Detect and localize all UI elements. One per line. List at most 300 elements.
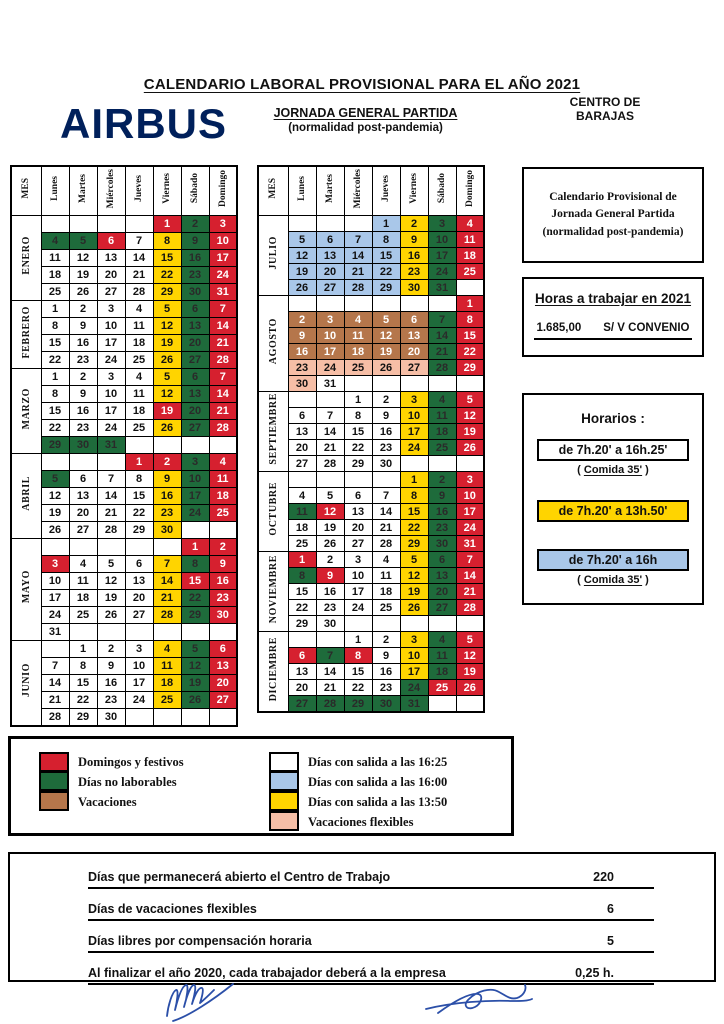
legend-swatch xyxy=(39,771,69,791)
day-cell: 1 xyxy=(125,454,153,471)
empty-cell xyxy=(456,616,484,632)
day-cell: 12 xyxy=(456,408,484,424)
month-name: SEPTIEMBRE xyxy=(267,393,279,465)
day-cell: 20 xyxy=(344,520,372,536)
schedule-item xyxy=(524,500,702,522)
day-cell: 1 xyxy=(344,392,372,408)
day-cell: 16 xyxy=(97,675,125,692)
day-cell: 9 xyxy=(69,386,97,403)
day-cell: 27 xyxy=(125,607,153,624)
day-cell: 26 xyxy=(288,280,316,296)
schedule-lunch-note: ( Comida 35' ) xyxy=(577,574,649,586)
day-cell: 20 xyxy=(316,264,344,280)
day-cell: 16 xyxy=(428,504,456,520)
day-cell: 16 xyxy=(316,584,344,600)
day-cell: 8 xyxy=(181,556,209,573)
day-cell: 22 xyxy=(181,590,209,607)
day-cell: 26 xyxy=(456,440,484,456)
day-cell: 25 xyxy=(456,264,484,280)
day-cell: 5 xyxy=(316,488,344,504)
day-cell: 5 xyxy=(153,301,181,318)
day-cell: 31 xyxy=(316,376,344,392)
horarios-box xyxy=(522,393,704,605)
day-cell: 18 xyxy=(125,335,153,352)
day-cell: 19 xyxy=(456,424,484,440)
empty-cell xyxy=(209,709,237,727)
month-label xyxy=(11,216,41,301)
empty-cell xyxy=(97,539,125,556)
calendar-first-half xyxy=(10,165,238,727)
day-cell: 23 xyxy=(181,267,209,284)
day-cell: 23 xyxy=(209,590,237,607)
day-cell: 7 xyxy=(428,312,456,328)
legend-label: Domingos y festivos xyxy=(78,754,184,769)
calendar-week-row xyxy=(11,233,237,250)
empty-cell xyxy=(288,296,316,312)
day-cell: 19 xyxy=(316,520,344,536)
day-header-label: Miércoles xyxy=(106,168,116,209)
month-label xyxy=(258,296,288,392)
day-cell: 24 xyxy=(41,607,69,624)
day-cell: 2 xyxy=(153,454,181,471)
subtitle-block xyxy=(258,106,473,134)
day-cell: 1 xyxy=(456,296,484,312)
calendar-week-row xyxy=(258,696,484,713)
day-cell: 28 xyxy=(456,600,484,616)
day-cell: 11 xyxy=(428,408,456,424)
day-cell: 19 xyxy=(97,590,125,607)
day-cell: 16 xyxy=(372,424,400,440)
empty-cell xyxy=(428,296,456,312)
day-cell: 6 xyxy=(69,471,97,488)
day-cell: 2 xyxy=(288,312,316,328)
day-cell: 15 xyxy=(288,584,316,600)
day-cell: 30 xyxy=(372,696,400,713)
calendar-week-row xyxy=(11,267,237,284)
day-cell: 6 xyxy=(181,369,209,386)
calendar-week-row xyxy=(258,552,484,568)
day-cell: 28 xyxy=(153,607,181,624)
day-cell: 14 xyxy=(209,318,237,335)
day-cell: 10 xyxy=(456,488,484,504)
day-cell: 29 xyxy=(288,616,316,632)
calendar-week-row xyxy=(258,232,484,248)
day-cell: 13 xyxy=(344,504,372,520)
calendar-week-row xyxy=(258,280,484,296)
legend-swatch xyxy=(39,791,69,811)
day-cell: 14 xyxy=(316,424,344,440)
empty-cell xyxy=(41,216,69,233)
empty-cell xyxy=(209,522,237,539)
day-cell: 31 xyxy=(456,536,484,552)
day-cell: 15 xyxy=(153,250,181,267)
summary-box xyxy=(8,852,716,982)
day-cell: 17 xyxy=(125,675,153,692)
empty-cell xyxy=(428,616,456,632)
empty-cell xyxy=(400,296,428,312)
day-cell: 25 xyxy=(344,360,372,376)
day-cell: 18 xyxy=(428,424,456,440)
day-cell: 14 xyxy=(456,568,484,584)
day-cell: 20 xyxy=(288,440,316,456)
day-cell: 31 xyxy=(428,280,456,296)
day-cell: 26 xyxy=(69,284,97,301)
day-cell: 6 xyxy=(400,312,428,328)
month-label xyxy=(11,369,41,454)
day-cell: 13 xyxy=(400,328,428,344)
month-label xyxy=(258,216,288,296)
day-cell: 31 xyxy=(97,437,125,454)
day-cell: 6 xyxy=(316,232,344,248)
day-cell: 7 xyxy=(153,556,181,573)
empty-cell xyxy=(316,216,344,232)
day-cell: 8 xyxy=(125,471,153,488)
day-cell: 4 xyxy=(344,312,372,328)
month-label xyxy=(258,392,288,472)
day-cell: 17 xyxy=(456,504,484,520)
legend-item xyxy=(39,772,184,792)
day-cell: 13 xyxy=(316,248,344,264)
calendar-week-row xyxy=(11,454,237,471)
day-cell: 13 xyxy=(97,250,125,267)
day-cell: 3 xyxy=(316,312,344,328)
airbus-logo: AIRBUS xyxy=(60,100,228,147)
calendar-week-row xyxy=(11,641,237,658)
day-cell: 14 xyxy=(344,248,372,264)
day-header-label: Lunes xyxy=(50,176,60,201)
day-cell: 22 xyxy=(456,344,484,360)
day-cell: 11 xyxy=(344,328,372,344)
day-header xyxy=(344,166,372,216)
day-cell: 9 xyxy=(372,408,400,424)
day-header-label: Sábado xyxy=(437,173,447,204)
day-cell: 27 xyxy=(400,360,428,376)
empty-cell xyxy=(344,616,372,632)
day-cell: 2 xyxy=(400,216,428,232)
day-cell: 10 xyxy=(400,648,428,664)
day-cell: 16 xyxy=(69,335,97,352)
day-cell: 29 xyxy=(125,522,153,539)
calendar-week-row xyxy=(11,573,237,590)
month-label xyxy=(11,641,41,727)
day-cell: 5 xyxy=(41,471,69,488)
legend-item xyxy=(39,792,184,812)
day-header xyxy=(316,166,344,216)
day-cell: 3 xyxy=(344,552,372,568)
day-cell: 15 xyxy=(41,335,69,352)
empty-cell xyxy=(125,437,153,454)
day-cell: 28 xyxy=(209,352,237,369)
day-cell: 2 xyxy=(69,369,97,386)
day-cell: 14 xyxy=(153,573,181,590)
day-cell: 26 xyxy=(41,522,69,539)
day-cell: 18 xyxy=(344,344,372,360)
day-cell: 28 xyxy=(316,696,344,713)
day-cell: 21 xyxy=(41,692,69,709)
day-cell: 13 xyxy=(181,386,209,403)
day-cell: 25 xyxy=(41,284,69,301)
day-cell: 17 xyxy=(428,248,456,264)
day-cell: 24 xyxy=(400,440,428,456)
day-cell: 21 xyxy=(316,440,344,456)
day-cell: 19 xyxy=(153,403,181,420)
day-cell: 7 xyxy=(209,369,237,386)
day-cell: 8 xyxy=(344,648,372,664)
day-cell: 30 xyxy=(288,376,316,392)
calendar-table xyxy=(257,165,485,713)
legend-group-day-types xyxy=(39,752,184,812)
month-label xyxy=(11,301,41,369)
empty-cell xyxy=(125,539,153,556)
day-cell: 1 xyxy=(372,216,400,232)
day-cell: 24 xyxy=(125,692,153,709)
calendar-week-row xyxy=(258,456,484,472)
empty-cell xyxy=(288,392,316,408)
day-cell: 23 xyxy=(372,680,400,696)
day-cell: 17 xyxy=(209,250,237,267)
month-name: OCTUBRE xyxy=(267,482,279,536)
day-cell: 30 xyxy=(372,456,400,472)
day-cell: 2 xyxy=(372,632,400,648)
day-cell: 12 xyxy=(456,648,484,664)
day-cell: 1 xyxy=(288,552,316,568)
day-cell: 15 xyxy=(372,248,400,264)
calendar-week-row xyxy=(11,709,237,727)
month-label xyxy=(11,454,41,539)
day-cell: 7 xyxy=(316,648,344,664)
day-cell: 21 xyxy=(428,344,456,360)
day-cell: 27 xyxy=(344,536,372,552)
month-name: MAYO xyxy=(20,570,32,604)
calendar-header-row xyxy=(11,166,237,216)
day-header xyxy=(209,166,237,216)
calendar-week-row xyxy=(258,568,484,584)
day-cell: 10 xyxy=(428,232,456,248)
day-cell: 16 xyxy=(153,488,181,505)
month-label xyxy=(258,472,288,552)
calendar-week-row xyxy=(258,296,484,312)
month-name: DICIEMBRE xyxy=(267,636,279,702)
day-cell: 14 xyxy=(125,250,153,267)
day-cell: 3 xyxy=(97,369,125,386)
day-cell: 23 xyxy=(69,352,97,369)
empty-cell xyxy=(400,376,428,392)
legend-item xyxy=(269,772,447,792)
day-cell: 17 xyxy=(181,488,209,505)
day-cell: 9 xyxy=(316,568,344,584)
day-cell: 7 xyxy=(125,233,153,250)
day-header xyxy=(125,166,153,216)
schedule-time-box: de 7h.20' a 13h.50' xyxy=(537,500,689,522)
day-cell: 6 xyxy=(288,648,316,664)
day-cell: 28 xyxy=(41,709,69,727)
calendar-week-row xyxy=(11,403,237,420)
day-cell: 12 xyxy=(69,250,97,267)
day-cell: 15 xyxy=(344,664,372,680)
day-cell: 9 xyxy=(209,556,237,573)
calendar-week-row xyxy=(258,344,484,360)
legend-label: Días con salida a las 16:25 xyxy=(308,754,448,769)
empty-cell xyxy=(316,392,344,408)
day-cell: 11 xyxy=(209,471,237,488)
day-cell: 20 xyxy=(181,403,209,420)
legend-label: Días con salida a las 16:00 xyxy=(308,774,448,789)
day-cell: 7 xyxy=(456,552,484,568)
day-cell: 29 xyxy=(456,360,484,376)
legend-box xyxy=(8,736,514,836)
day-cell: 1 xyxy=(153,216,181,233)
calendar-week-row xyxy=(258,680,484,696)
day-cell: 7 xyxy=(344,232,372,248)
day-cell: 23 xyxy=(69,420,97,437)
calendar-week-row xyxy=(11,522,237,539)
calendar-week-row xyxy=(11,420,237,437)
day-header xyxy=(97,166,125,216)
day-cell: 10 xyxy=(316,328,344,344)
calendar-week-row xyxy=(258,360,484,376)
empty-cell xyxy=(288,216,316,232)
day-header xyxy=(288,166,316,216)
day-cell: 4 xyxy=(209,454,237,471)
day-cell: 19 xyxy=(69,267,97,284)
empty-cell xyxy=(400,456,428,472)
day-cell: 11 xyxy=(372,568,400,584)
center-name: CENTRO DE BARAJAS xyxy=(569,95,641,123)
day-cell: 12 xyxy=(181,658,209,675)
day-cell: 11 xyxy=(428,648,456,664)
day-cell: 21 xyxy=(153,590,181,607)
day-header-label: Sábado xyxy=(190,173,200,204)
day-cell: 21 xyxy=(97,505,125,522)
empty-cell xyxy=(372,296,400,312)
day-cell: 26 xyxy=(372,360,400,376)
day-cell: 6 xyxy=(209,641,237,658)
day-cell: 4 xyxy=(41,233,69,250)
day-cell: 10 xyxy=(181,471,209,488)
day-cell: 19 xyxy=(41,505,69,522)
day-cell: 1 xyxy=(400,472,428,488)
summary-value: 0,25 h. xyxy=(575,966,614,980)
empty-cell xyxy=(344,376,372,392)
calendar-week-row xyxy=(11,658,237,675)
day-cell: 13 xyxy=(288,664,316,680)
month-name: ABRIL xyxy=(20,476,32,511)
month-name: MARZO xyxy=(20,387,32,430)
day-cell: 23 xyxy=(428,520,456,536)
day-cell: 4 xyxy=(428,632,456,648)
legend-label: Días no laborables xyxy=(78,774,177,789)
summary-row xyxy=(88,902,654,921)
day-cell: 11 xyxy=(69,573,97,590)
empty-cell xyxy=(69,539,97,556)
day-cell: 12 xyxy=(400,568,428,584)
day-cell: 26 xyxy=(97,607,125,624)
empty-cell xyxy=(456,280,484,296)
day-cell: 29 xyxy=(181,607,209,624)
day-cell: 25 xyxy=(69,607,97,624)
calendar-week-row xyxy=(11,488,237,505)
empty-cell xyxy=(372,616,400,632)
summary-row xyxy=(88,934,654,953)
day-cell: 23 xyxy=(97,692,125,709)
day-cell: 29 xyxy=(41,437,69,454)
day-cell: 5 xyxy=(400,552,428,568)
day-cell: 3 xyxy=(181,454,209,471)
calendar-week-row xyxy=(11,624,237,641)
day-cell: 21 xyxy=(316,680,344,696)
day-cell: 21 xyxy=(344,264,372,280)
day-cell: 9 xyxy=(372,648,400,664)
day-cell: 18 xyxy=(125,403,153,420)
day-cell: 4 xyxy=(456,216,484,232)
day-cell: 15 xyxy=(181,573,209,590)
day-cell: 8 xyxy=(456,312,484,328)
calendar-week-row xyxy=(11,250,237,267)
legend-item xyxy=(39,752,184,772)
day-cell: 4 xyxy=(125,301,153,318)
day-cell: 18 xyxy=(69,590,97,607)
mes-header xyxy=(258,166,288,216)
day-cell: 7 xyxy=(97,471,125,488)
day-cell: 21 xyxy=(456,584,484,600)
day-cell: 25 xyxy=(428,680,456,696)
day-cell: 22 xyxy=(153,267,181,284)
calendar-week-row xyxy=(11,301,237,318)
summary-value: 220 xyxy=(593,870,614,884)
day-cell: 13 xyxy=(428,568,456,584)
day-header xyxy=(181,166,209,216)
empty-cell xyxy=(181,522,209,539)
day-cell: 4 xyxy=(372,552,400,568)
month-label xyxy=(258,632,288,713)
day-cell: 24 xyxy=(97,420,125,437)
legend-item xyxy=(269,752,447,772)
day-cell: 17 xyxy=(400,664,428,680)
calendar-week-row xyxy=(11,352,237,369)
calendar-week-row xyxy=(258,648,484,664)
day-cell: 27 xyxy=(181,352,209,369)
hours-suffix: S/ V CONVENIO xyxy=(603,322,690,334)
day-cell: 6 xyxy=(288,408,316,424)
empty-cell xyxy=(125,709,153,727)
day-cell: 10 xyxy=(41,573,69,590)
day-cell: 12 xyxy=(288,248,316,264)
day-cell: 24 xyxy=(428,264,456,280)
calendar-week-row xyxy=(258,600,484,616)
day-cell: 16 xyxy=(288,344,316,360)
day-cell: 18 xyxy=(209,488,237,505)
day-cell: 26 xyxy=(153,352,181,369)
day-cell: 14 xyxy=(41,675,69,692)
day-cell: 10 xyxy=(97,318,125,335)
day-cell: 30 xyxy=(97,709,125,727)
empty-cell xyxy=(69,624,97,641)
calendar-week-row xyxy=(258,440,484,456)
day-cell: 17 xyxy=(400,424,428,440)
day-cell: 22 xyxy=(41,352,69,369)
empty-cell xyxy=(97,216,125,233)
day-cell: 22 xyxy=(372,264,400,280)
calendar-week-row xyxy=(258,376,484,392)
day-cell: 18 xyxy=(456,248,484,264)
day-cell: 18 xyxy=(372,584,400,600)
day-cell: 13 xyxy=(125,573,153,590)
day-cell: 7 xyxy=(372,488,400,504)
day-cell: 7 xyxy=(41,658,69,675)
day-cell: 16 xyxy=(69,403,97,420)
empty-cell xyxy=(181,709,209,727)
calendar-week-row xyxy=(11,335,237,352)
